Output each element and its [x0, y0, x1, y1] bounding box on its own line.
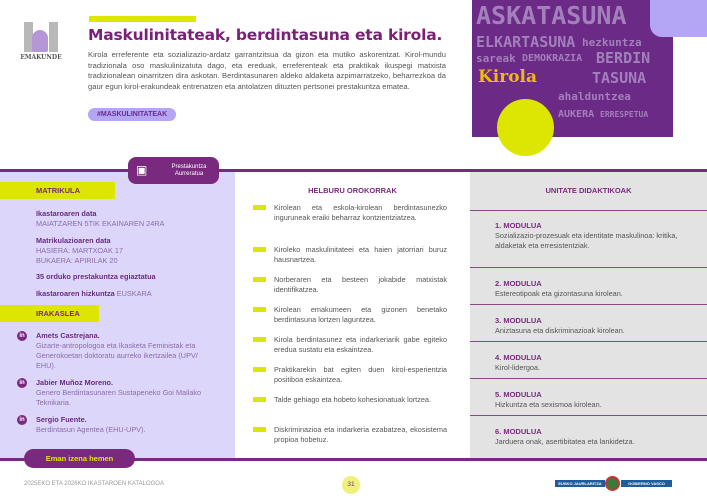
module-desc: Aniztasuna eta diskriminazioak kirolean.	[495, 326, 625, 335]
objective-item	[274, 425, 447, 445]
teacher-name: Amets Castrejana.	[36, 331, 100, 340]
word: DEMOKRAZIA	[522, 53, 583, 64]
level-tag-label: Prestakuntza Aurreratua	[171, 164, 207, 177]
decorative-lavender-block	[650, 0, 707, 37]
objective-item	[274, 275, 447, 295]
word: ELKARTASUNA	[476, 33, 576, 51]
course-date-label: Ikastaroaren data	[36, 209, 97, 218]
teacher-desc: Genero Berdintasunaren Sustapeneko Goi Mailako Teknikaria.	[36, 388, 202, 407]
module-item	[495, 221, 695, 251]
objective-item	[274, 305, 447, 325]
linkedin-icon[interactable]: in	[17, 378, 27, 388]
objective-text: Kirola berdintasunez eta indarkeriarik gabe egiteko eredua sustatu eta eskaintzea.	[274, 335, 447, 354]
matrikula-heading: MATRIKULA	[0, 182, 115, 199]
intro-paragraph: Kirola erreferente eta sozializazio-ardatz garrantzitsua da gizon eta mutiko askorentzat. Kirol-mundu tradizionala oso maskulinizatuta dago, eta ereduak, erreferenteak eta praktikak ikuspegi matxista tradizionalean oinarritzen dira askotan. Berdintasunaren aldeko aldaketa azpimarratzeko, beharrezkoa da gaur egun kirol-erakundeak entrenatzen eta antolatzen dituzten pertsonei prestakuntza ematea.	[88, 50, 446, 92]
module-desc: Hizkuntza eta sexismoa kirolean.	[495, 400, 602, 409]
word: ERRESPETUA	[600, 110, 649, 119]
objective-text: Kiroleko maskulinitateei eta haien jatorriari buruz hausnartzea.	[274, 245, 447, 264]
page-title: Maskulinitateak, berdintasuna eta kirola.	[88, 26, 443, 44]
module-item	[495, 353, 695, 373]
divider	[470, 341, 707, 342]
language-value: EUSKARA	[116, 289, 152, 298]
module-item	[495, 279, 695, 299]
basque-government-logo	[555, 472, 672, 492]
language	[36, 289, 152, 299]
module-title: 3. MODULUA	[495, 316, 542, 325]
objective-item	[274, 365, 447, 385]
module-title: 1. MODULUA	[495, 221, 542, 230]
gov-left: EUSKO JAURLARITZA	[555, 480, 605, 487]
hero-label: Kirola	[478, 67, 538, 87]
teacher-name: Sergio Fuente.	[36, 415, 87, 424]
module-title: 2. MODULUA	[495, 279, 542, 288]
teacher-desc: Gizarte-antropologoa eta Ikasketa Feministak eta Generokoetan doktoratu aurreko ikertzailea (UPV/ EHU).	[36, 341, 198, 370]
course-date	[36, 209, 164, 229]
enroll-date	[36, 236, 123, 266]
teacher-item	[17, 378, 217, 408]
divider	[470, 210, 707, 211]
objective-item	[274, 203, 447, 223]
course-date-value: MAIATZAREN 5TIK EKAINAREN 24RA	[36, 219, 165, 228]
teacher-name: Jabier Muñoz Moreno.	[36, 378, 114, 387]
module-title: 6. MODULUA	[495, 427, 542, 436]
objective-text: Kirolean emakumeen eta gizonen benetako berdintasuna lortzen laguntzea.	[274, 305, 447, 324]
objective-text: Praktikarekin bat egiten duen kirol-esperientzia positiboa eskaintzea.	[274, 365, 447, 384]
level-tag	[128, 157, 219, 184]
page-number: 31	[347, 481, 355, 488]
hours	[36, 272, 156, 282]
logo-figure	[32, 30, 48, 52]
module-item	[495, 390, 695, 410]
register-button[interactable]: Eman izena hemen	[24, 449, 135, 468]
objective-item	[274, 245, 447, 265]
hours-text: 35 orduko prestakuntza egiaztatua	[36, 272, 156, 281]
objective-item	[274, 395, 447, 405]
word: ASKATASUNA	[476, 1, 627, 30]
objective-text: Norberaren eta besteen jokabide matxistak identifikatzea.	[274, 275, 447, 294]
bullet	[253, 427, 266, 432]
module-desc: Sozializazio-prozesuak eta identitate maskulinoa: kritika, aldaketak eta erresistentziak.	[495, 231, 678, 250]
enroll-start: HASIERA: MARTXOAK 17	[36, 246, 124, 255]
gov-emblem	[605, 476, 620, 491]
enroll-date-label: Matrikulazioaren data	[36, 236, 111, 245]
logo-pillar	[49, 22, 58, 52]
objective-text: Kirolean eta eskola-kirolean berdintasunezko inguruneak eraiki beharraz kontzientziatzea.	[274, 203, 447, 222]
objectives-heading: HELBURU OROKORRAK	[308, 186, 397, 195]
word: TASUNA	[592, 69, 647, 87]
gov-right: GOBIERNO VASCO	[621, 480, 672, 487]
top-divider	[0, 169, 707, 172]
module-desc: Kirol-lidergoa.	[495, 363, 541, 372]
teacher-desc: Berdintasun Agentea (EHU-UPV).	[36, 425, 146, 434]
title-accent-bar	[89, 16, 196, 22]
objective-text: Diskriminazioa eta indarkeria ezabatzea, ekosistema propioa hobetuz.	[274, 425, 447, 444]
decorative-yellow-circle	[497, 99, 554, 156]
catalog-footer: 2025EKO ETA 2026KO IKASTAROEN KATALOGOA	[24, 481, 164, 487]
language-label: Ikastaroaren hizkuntza	[36, 289, 115, 298]
bullet	[253, 367, 266, 372]
bullet	[253, 397, 266, 402]
word: sareak	[476, 52, 516, 65]
word: hezkuntza	[582, 36, 642, 49]
units-heading: UNITATE DIDAKTIKOAK	[545, 186, 632, 195]
module-item	[495, 427, 695, 447]
bullet	[253, 247, 266, 252]
linkedin-icon[interactable]: in	[17, 331, 27, 341]
teacher-item	[17, 331, 217, 371]
emakunde-logo	[18, 20, 64, 68]
teacher-item	[17, 415, 217, 435]
word: AUKERA	[558, 109, 595, 120]
module-desc: Jarduera onak, asertibitatea eta lankidetza.	[495, 437, 635, 446]
bullet	[253, 337, 266, 342]
module-title: 5. MODULUA	[495, 390, 542, 399]
module-title: 4. MODULUA	[495, 353, 542, 362]
module-desc: Estereotipoak eta gizontasuna kirolean.	[495, 289, 623, 298]
word: BERDIN	[596, 49, 651, 67]
divider	[470, 304, 707, 305]
divider	[470, 378, 707, 379]
teachers-heading: IRAKASLEA	[0, 305, 99, 322]
divider	[470, 267, 707, 268]
bullet	[253, 307, 266, 312]
objective-text: Talde gehiago eta hobeto kohesionatuak lortzea.	[274, 395, 432, 404]
divider	[470, 415, 707, 416]
bullet	[253, 277, 266, 282]
word: ahalduntzea	[558, 90, 631, 103]
training-icon: ▣	[136, 163, 148, 177]
linkedin-icon[interactable]: in	[17, 415, 27, 425]
logo-text: EMAKUNDE	[20, 54, 62, 61]
hashtag-badge[interactable]: #MASKULINITATEAK	[88, 108, 176, 121]
bullet	[253, 205, 266, 210]
module-item	[495, 316, 695, 336]
objective-item	[274, 335, 447, 355]
enroll-end: BUKAERA: APIRILAK 20	[36, 256, 118, 265]
